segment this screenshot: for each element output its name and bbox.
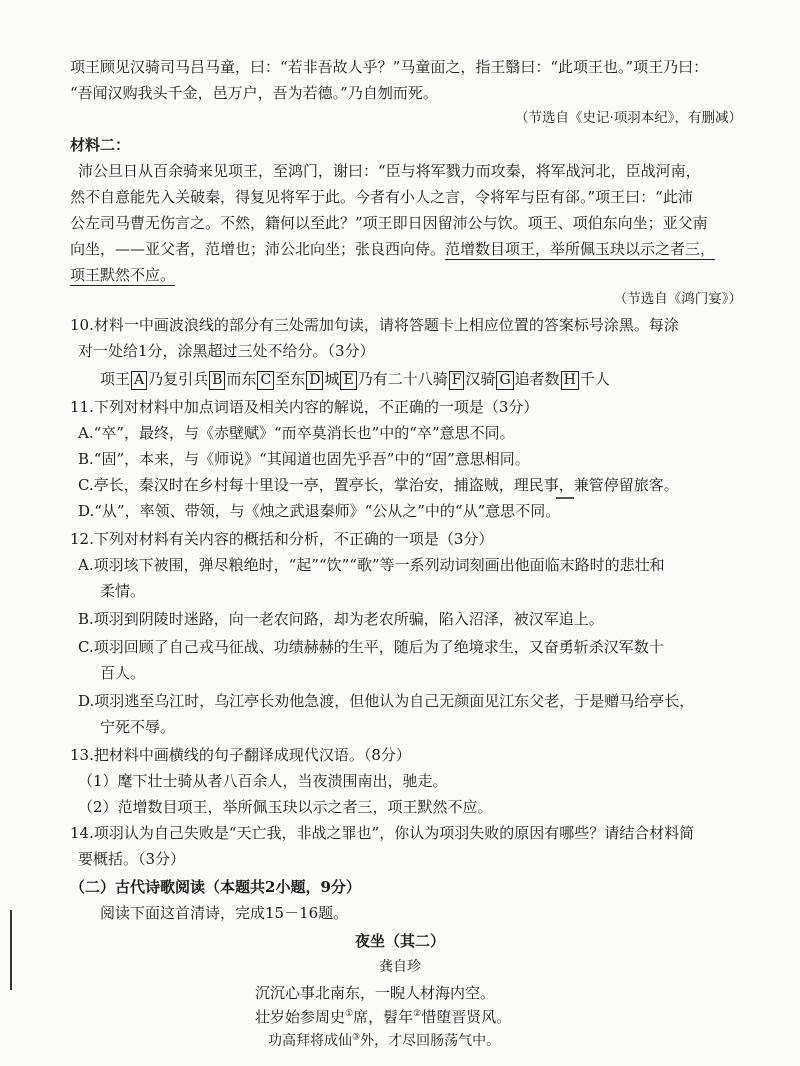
q13-sentence-2: （2）范增数目项王，举所佩玉玦以示之者三，项王默然不应。: [78, 798, 493, 816]
poem-author: 龚自珍: [379, 959, 421, 975]
q12-option-a-line-2: 柔情。: [100, 582, 146, 600]
material2-line-5: [70, 264, 175, 286]
q10-segment: 汉骑: [465, 370, 496, 388]
material1-line-2: “吾闻汉购我头千金，邑万户，吾为若德。”乃自刎而死。: [70, 84, 438, 102]
poem-line-1: 沉沉心事北南东，一睨人材海内空。: [255, 984, 496, 1002]
underlined-sentence-part-b: 项王默然不应。: [70, 266, 176, 284]
section-intro: 阅读下面这首清诗，完成15－16题。: [100, 904, 349, 922]
underlined-sentence-part-a: 范增数目项王，举所佩玉玦以示之者三，: [445, 240, 716, 258]
q10-segment: 至东: [275, 370, 306, 388]
q10-segment: 项王: [100, 370, 131, 388]
q10-stem-line-1: 10.材料一中画波浪线的部分有三处需加句读，请将答题卡上相应位置的答案标号涂黑。每涂: [70, 316, 679, 334]
q13-stem: 13.把材料中画横线的句子翻译成现代汉语。（8分）: [70, 746, 411, 764]
material2-line-3: 公左司马曹无伤言之。不然，籍何以至此？”项王即日因留沛公与饮。项王、项伯东向坐；亚父南: [70, 214, 708, 232]
q11-option-a: A.“卒”，最终，与《赤壁赋》“而卒莫消长也”中的“卒”意思不同。: [78, 424, 515, 442]
q10-option-box[interactable]: F: [449, 371, 465, 390]
q14-stem-line-2: 要概括。（3分）: [78, 850, 186, 868]
q12-option-d-line-1: D.项羽逃至乌江时，乌江亭长劝他急渡，但他认为自己无颜面见江东父老，于是赠马给亭长，: [78, 692, 695, 710]
poem-title: 夜坐（其二）: [354, 932, 445, 950]
poem-line-2-a: 壮岁始参周史: [255, 1008, 346, 1026]
q12-option-d-line-2: 宁死不辱。: [100, 718, 176, 736]
q12-option-a-line-1: A.项羽垓下被围，弹尽粮绝时，“起”“饮”“歌”等一系列动词刻画出他面临末路时的悲壮和: [78, 556, 665, 574]
material2-line-2: 然不自意能先入关破秦，得复见将军于此。今者有小人之言，令将军与臣有郤。”项王曰：“此沛: [70, 188, 693, 206]
q10-option-box[interactable]: G: [496, 371, 513, 390]
q10-option-box[interactable]: D: [306, 371, 323, 390]
q10-segment: 乃有二十八骑: [357, 370, 448, 388]
poem-line-3-a: 功高拜将成仙: [268, 1033, 352, 1049]
material2-source: （节选自《鸿门宴》）: [613, 291, 742, 307]
q10-stem-line-2: 对一处给1分，涂黑超过三处不给分。（3分）: [78, 342, 375, 360]
q11-stem: 11.下列对材料中加点词语及相关内容的解说，不正确的一项是（3分）: [70, 398, 539, 416]
q13-sentence-1: （1）麾下壮士骑从者八百余人，当夜溃围南出，驰走。: [78, 772, 448, 790]
material2-line-1: 沛公旦日从百余骑来见项王，至鸿门，谢曰：“臣与将军戮力而攻秦，将军战河北，臣战河南，: [78, 162, 701, 180]
poem-line-3-b: 外，才尽回肠荡气中。: [360, 1033, 501, 1049]
q10-option-box[interactable]: A: [131, 371, 147, 390]
q12-option-c-line-2: 百人。: [100, 664, 146, 682]
material2-line-4-text: 向坐，——亚父者，范增也；沛公北向坐；张良西向侍。: [70, 240, 446, 258]
footnote-ref: ①: [345, 1009, 354, 1019]
q14-stem-line-1: 14.项羽认为自己失败是“天亡我，非战之罪也”，你认为项羽失败的原因有哪些？请结合材料简: [70, 824, 695, 842]
q10-option-box[interactable]: E: [340, 371, 356, 390]
material1-line-1: 项王顾见汉骑司马吕马童，曰：“若非吾故人乎？”马童面之，指王翳曰：“此项王也。”项王乃曰：: [70, 58, 709, 76]
material2-line-4: [70, 238, 715, 260]
material1-source: （节选自《史记·项羽本纪》，有删减）: [514, 110, 742, 126]
q11-option-c: C.亭长，秦汉时在乡村每十里设一亭，置亭长，掌治安，捕盗贼，理民事，兼管停留旅客。: [78, 476, 679, 494]
q10-option-box[interactable]: H: [561, 371, 579, 390]
pen-mark: [556, 497, 574, 499]
poem-line-3: [268, 1030, 500, 1050]
poem-line-2-c: 惜堕晋贤风。: [421, 1008, 512, 1026]
q10-segment: 追者数: [514, 370, 560, 388]
footnote-ref: ②: [413, 1009, 422, 1019]
q10-segment: 而东: [226, 370, 257, 388]
footnote-ref: ③: [352, 1032, 361, 1043]
poem-line-2: [255, 1006, 511, 1027]
q12-option-c-line-1: C.项羽回顾了自己戎马征战、功绩赫赫的生平，随后为了绝境求生，又奋勇斩杀汉军数十: [78, 638, 664, 656]
q10-punctuation-options: [100, 368, 610, 390]
q10-option-box[interactable]: B: [209, 371, 225, 390]
q10-segment: 城: [324, 370, 340, 388]
scan-edge-mark: [10, 910, 12, 990]
material2-heading: 材料二：: [70, 136, 131, 154]
q10-option-box[interactable]: C: [257, 371, 274, 390]
q10-segment: 乃复引兵: [148, 370, 209, 388]
q11-option-b: B.“固”，本来，与《师说》“其闻道也固先乎吾”中的“固”意思相同。: [78, 450, 530, 468]
q12-option-b: B.项羽到阴陵时迷路，向一老农问路，却为老农所骗，陷入沼泽，被汉军追上。: [78, 610, 604, 628]
q12-stem: 12.下列对材料有关内容的概括和分析，不正确的一项是（3分）: [70, 530, 494, 548]
q11-option-d: D.“从”，率领、带领，与《烛之武退秦师》“公从之”中的“从”意思不同。: [78, 502, 561, 520]
poem-line-2-b: 席，髫年: [353, 1008, 414, 1026]
q10-segment: 千人: [579, 370, 610, 388]
section-heading: （二）古代诗歌阅读（本题共2小题，9分）: [70, 878, 361, 896]
